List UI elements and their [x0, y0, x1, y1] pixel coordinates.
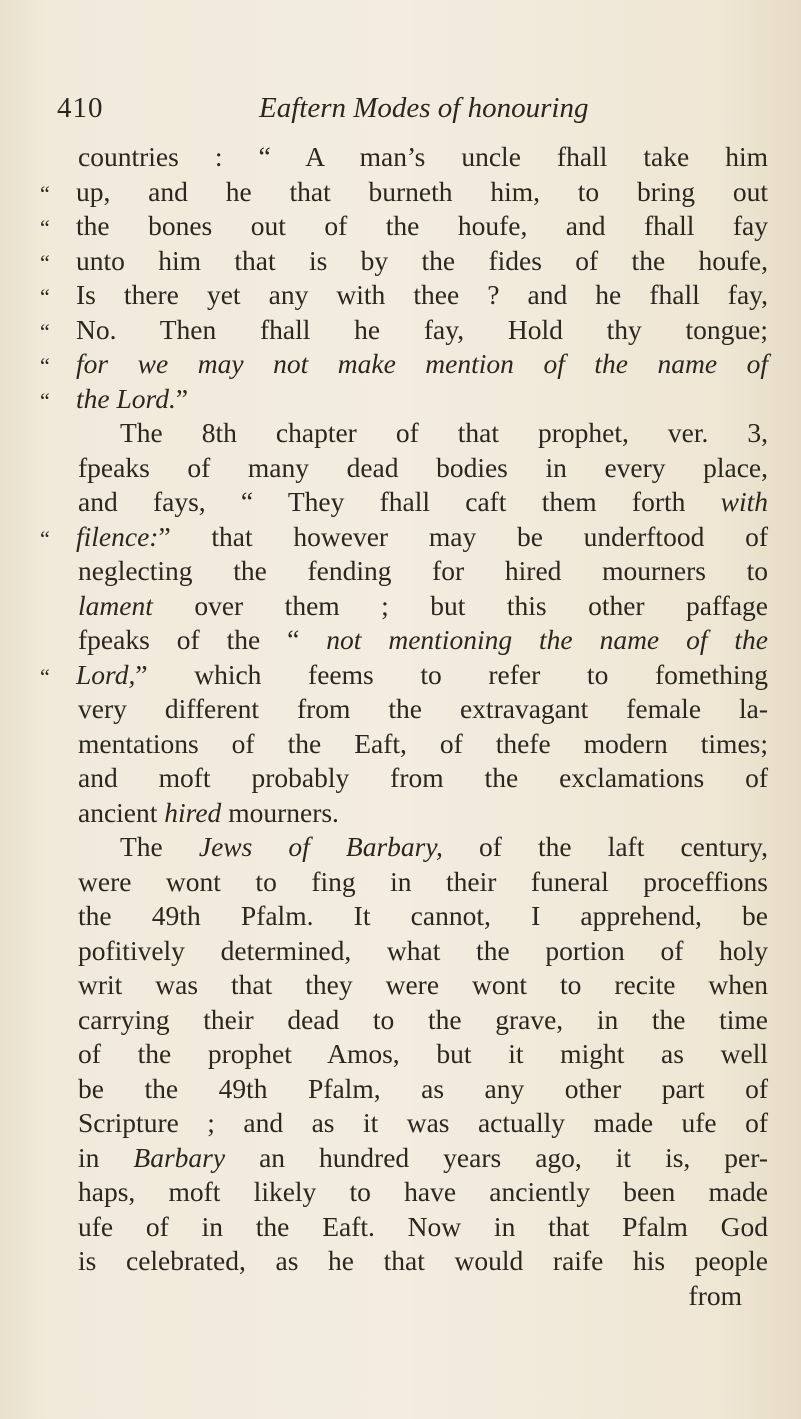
roman-text: The 8th chapter of that prophet, ver. 3, [120, 417, 768, 448]
roman-text: in [78, 1141, 134, 1173]
roman-text: ancient [78, 796, 165, 828]
quotation-mark: “ [40, 180, 50, 206]
quotation-mark: “ [40, 249, 50, 275]
text-line [78, 796, 768, 831]
roman-text: The [120, 831, 199, 862]
roman-text: Scripture ; and as it was actually made ufe of [78, 1107, 768, 1138]
roman-text: ” [175, 382, 189, 414]
roman-text: ” which feems to refer to fomething [135, 658, 768, 690]
italic-text: with [720, 486, 768, 517]
text-line [78, 830, 768, 865]
roman-text: unto him that is by the fides of the houfe, [76, 244, 768, 276]
italic-text: Barbary [133, 1141, 226, 1173]
roman-text: up, and he that burneth him, to bring out [76, 175, 768, 207]
text-line [40, 209, 768, 244]
text-line [78, 623, 768, 658]
text-line [78, 1141, 768, 1176]
roman-text: fpeaks of the “ [78, 624, 327, 655]
quotation-mark: “ [40, 284, 50, 309]
text-line [78, 968, 768, 1003]
roman-text: fpeaks of many dead bodies in every place, [78, 451, 768, 483]
running-head: Eaftern Modes of honouring [259, 92, 589, 124]
roman-text: and fays, “ They fhall caft them forth [78, 486, 721, 517]
italic-text: lament [78, 589, 153, 621]
italic-text: hired [164, 796, 222, 828]
roman-text: and moft probably from the exclamations of [78, 762, 768, 793]
roman-text: pofitively determined, what the portion of holy [78, 934, 768, 966]
text-line [78, 589, 768, 624]
text-line [78, 1244, 768, 1279]
text-line [78, 692, 768, 727]
roman-text: the 49th Pfalm. It cannot, I apprehend, be [78, 900, 768, 931]
text-line [40, 382, 768, 417]
roman-text: from [688, 1279, 742, 1311]
italic-text: the Lord. [76, 382, 176, 414]
text-line [78, 727, 768, 762]
roman-text: were wont to fing in their funeral proceffions [78, 865, 768, 897]
quotation-mark: “ [40, 387, 50, 413]
italic-text: Jews of Barbary, [198, 831, 443, 862]
roman-text: writ was that they were wont to recite when [78, 969, 768, 1000]
roman-text: mourners. [221, 796, 339, 828]
roman-text: of the laft century, [442, 831, 768, 862]
quotation-mark: “ [40, 663, 50, 689]
text-line [78, 140, 768, 175]
italic-text: not mentioning the name of the [326, 624, 769, 655]
text-line [78, 1072, 768, 1107]
roman-text: neglecting the fending for hired mourners to [78, 555, 768, 586]
italic-text: filence: [76, 520, 159, 552]
roman-text: Is there yet any with thee ? and he fhall fay, [76, 279, 768, 310]
text-line [78, 416, 768, 451]
roman-text: be the 49th Pfalm, as any other part of [78, 1072, 768, 1104]
roman-text: haps, moft likely to have anciently been made [78, 1176, 768, 1207]
text-line [78, 761, 768, 796]
roman-text: carrying their dead to the grave, in the time [78, 1003, 768, 1035]
page-number: 410 [57, 92, 104, 124]
page-header [57, 92, 757, 132]
text-line [40, 313, 768, 348]
roman-text: very different from the extravagant female la- [78, 693, 768, 724]
roman-text: over them ; but this other paffage [152, 589, 768, 621]
text-line [78, 451, 768, 486]
roman-text: ” that however may be underftood of [158, 520, 768, 552]
text-line [78, 485, 768, 520]
text-line [78, 1175, 768, 1210]
roman-text: countries : “ A man’s uncle fhall take him [78, 141, 768, 172]
roman-text: the bones out of the houfe, and fhall fay [76, 210, 768, 241]
text-line [78, 899, 768, 934]
quotation-mark: “ [40, 318, 50, 344]
roman-text: No. Then fhall he fay, Hold thy tongue; [76, 313, 768, 345]
text-line [78, 1037, 768, 1072]
text-line [78, 1003, 768, 1038]
italic-text: for we may not make mention of the name of [76, 348, 768, 379]
text-line [40, 175, 768, 210]
text-line [78, 1106, 768, 1141]
text-line [78, 1279, 768, 1314]
text-line [78, 865, 768, 900]
roman-text: is celebrated, as he that would raife his people [78, 1245, 768, 1276]
quotation-mark: “ [40, 525, 50, 551]
roman-text: of the prophet Amos, but it might as well [78, 1038, 768, 1069]
text-line [40, 347, 768, 382]
text-line [40, 658, 768, 693]
body-text [40, 140, 769, 1313]
quotation-mark: “ [40, 215, 50, 240]
text-line [78, 934, 768, 969]
roman-text: an hundred years ago, it is, per- [225, 1141, 769, 1173]
text-line [40, 244, 768, 279]
text-line [40, 278, 768, 313]
roman-text: ufe of in the Eaft. Now in that Pfalm God [78, 1210, 768, 1242]
quotation-mark: “ [40, 353, 50, 378]
roman-text: mentations of the Eaft, of thefe modern times; [78, 727, 768, 759]
text-line [78, 1210, 768, 1245]
text-line [78, 554, 768, 589]
text-line [40, 520, 768, 555]
italic-text: Lord, [76, 658, 136, 690]
